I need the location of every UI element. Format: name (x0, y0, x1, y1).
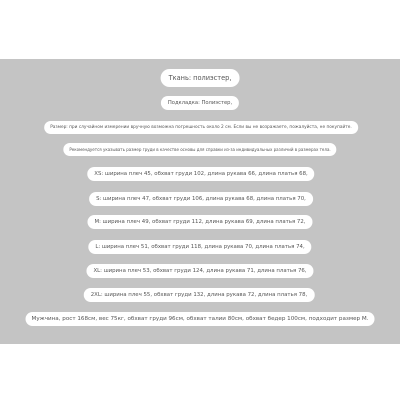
recommendation-note: Рекомендуется указывать размер груди в качестве основы для справки из-за индивидуальных различий в размерах тела. (63, 143, 336, 156)
size-row-s: S: ширина плеч 47, обхват груди 106, длина рукава 68, длина платья 70, (89, 192, 313, 206)
fabric-label: Ткань: полиэстер, (161, 69, 240, 87)
size-row-m: M: ширина плеч 49, обхват груди 112, длина рукава 69, длина платья 72, (87, 215, 312, 229)
lining-label: Подкладка: Полиэстер, (161, 96, 239, 110)
size-row-xl: XL: ширина плеч 53, обхват груди 124, длина рукава 71, длина платья 76, (86, 264, 313, 278)
size-row-2xl: 2XL: ширина плеч 55, обхват груди 132, длина рукава 72, длина платья 78, (84, 288, 315, 302)
measurement-note: Размер: при случайном измерении вручную возможна погрешность около 2 см. Если вы не возражаете, пожалуйста, не покупайте. (44, 121, 358, 134)
size-row-xs: XS: ширина плеч 45, обхват груди 102, длина рукава 66, длина платья 68, (87, 167, 314, 181)
model-info: Мужчина, рост 168см, вес 75кг, обхват груди 96см, обхват талии 80см, обхват бедер 100см, подходит размер М. (26, 312, 375, 326)
size-row-l: L: ширина плеч 51, обхват груди 118, длина рукава 70, длина платья 74, (88, 240, 311, 254)
